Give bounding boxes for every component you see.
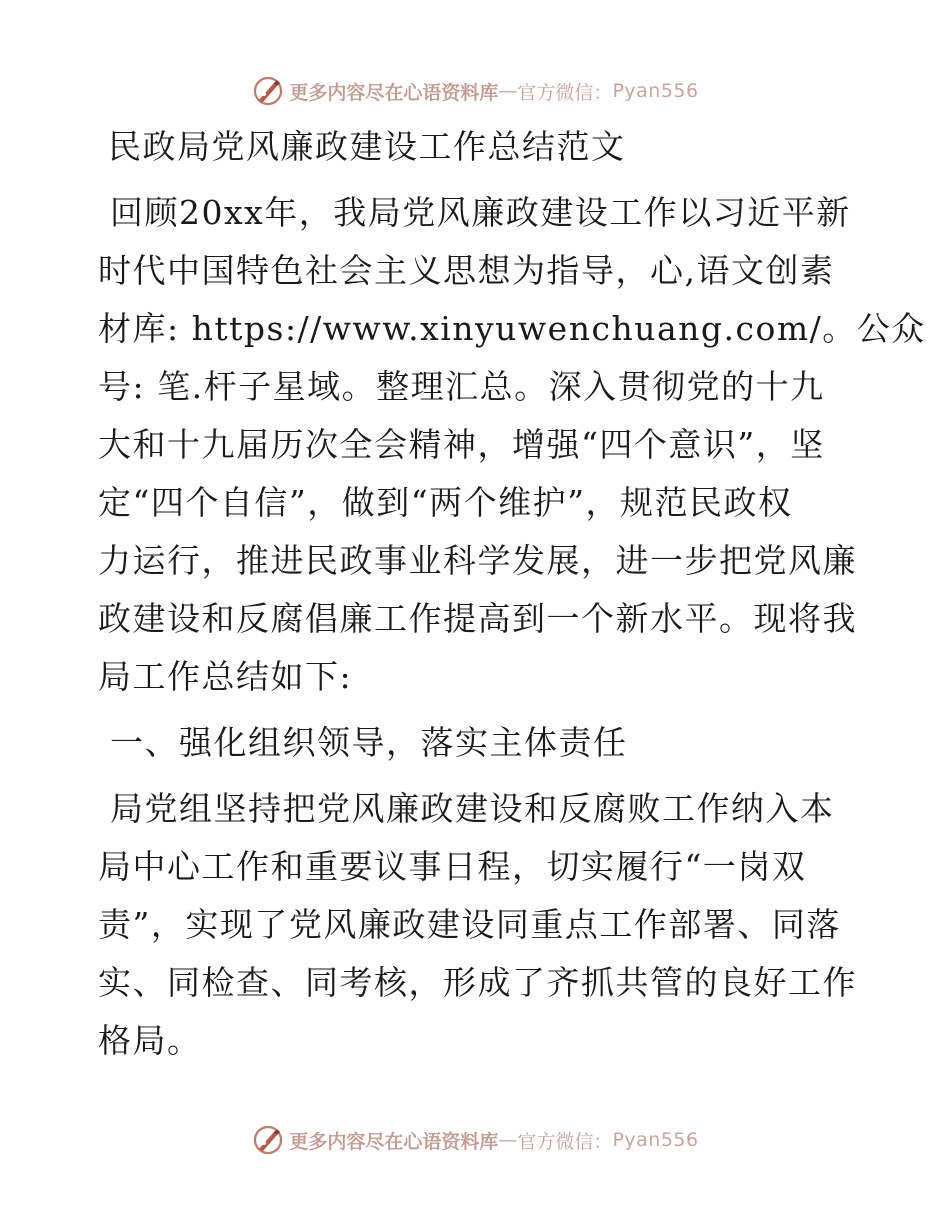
paragraph-line: 局党组坚持把党风廉政建设和反腐败工作纳入本 bbox=[110, 789, 835, 828]
watermark-site-text: 更多内容尽在心语资料库 bbox=[289, 81, 499, 104]
paragraph-line: 政建设和反腐倡廉工作提高到一个新水平。现将我 bbox=[98, 599, 857, 638]
document-title: 民政局党风廉政建设工作总结范文 bbox=[108, 127, 626, 166]
section-heading-1: 一、强化组织领导，落实主体责任 bbox=[110, 723, 628, 762]
watermark-wechat-id: Pyan556 bbox=[612, 1129, 699, 1151]
paragraph-line: 责”，实现了党风廉政建设同重点工作部署、同落 bbox=[98, 905, 841, 944]
watermark-site-text: 更多内容尽在心语资料库 bbox=[289, 1130, 499, 1153]
paragraph-1 bbox=[98, 184, 926, 706]
paragraph-line: 定“四个自信”，做到“两个维护”，规范民政权 bbox=[98, 483, 793, 522]
paragraph-line: 大和十九届历次全会精神，增强“四个意识”，坚 bbox=[98, 425, 825, 464]
header-watermark bbox=[0, 71, 950, 111]
watermark-wechat-id: Pyan556 bbox=[612, 80, 699, 102]
paragraph-line: 号: 笔.杆子星域。整理汇总。深入贯彻党的十九 bbox=[98, 367, 825, 406]
document-body bbox=[98, 118, 926, 1070]
paragraph-line: 局工作总结如下: bbox=[98, 657, 353, 696]
paragraph-line: 实、同检查、同考核，形成了齐抓共管的良好工作 bbox=[98, 963, 857, 1002]
paragraph-line: 材库: https://www.xinyuwenchuang.com/。公众 bbox=[98, 309, 926, 348]
watermark-separator: — bbox=[498, 80, 518, 102]
pen-logo-icon bbox=[251, 74, 285, 108]
watermark-separator: — bbox=[498, 1129, 518, 1151]
watermark-wechat-label: 官方微信： bbox=[517, 81, 613, 104]
paragraph-line: 局中心工作和重要议事日程，切实履行“一岗双 bbox=[98, 847, 807, 886]
paragraph-2 bbox=[98, 780, 857, 1070]
paragraph-line: 格局。 bbox=[98, 1021, 202, 1060]
footer-watermark bbox=[0, 1120, 950, 1160]
paragraph-line: 力运行，推进民政事业科学发展，进一步把党风廉 bbox=[98, 541, 857, 580]
paragraph-line: 时代中国特色社会主义思想为指导，心,语文创素 bbox=[98, 251, 835, 290]
pen-logo-icon bbox=[251, 1123, 285, 1157]
watermark-wechat-label: 官方微信： bbox=[517, 1130, 613, 1153]
paragraph-line: 回顾20xx年，我局党风廉政建设工作以习近平新 bbox=[110, 193, 851, 232]
